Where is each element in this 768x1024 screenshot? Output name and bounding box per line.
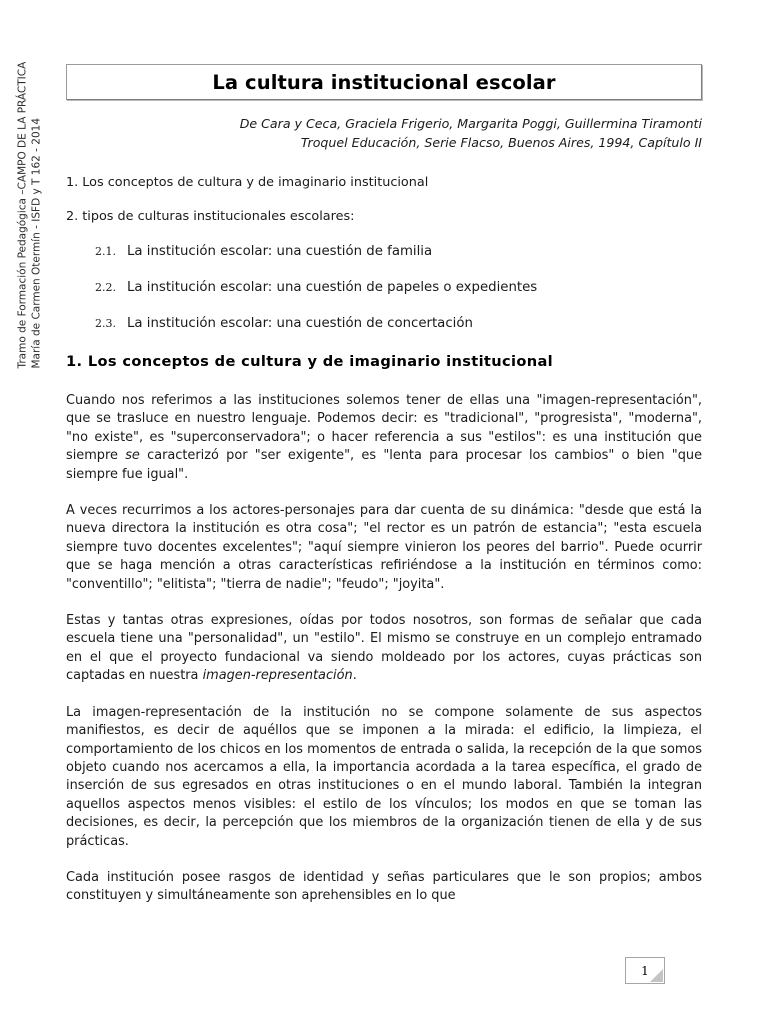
toc-item-1: 1. Los conceptos de cultura y de imaginario institucional bbox=[66, 175, 429, 190]
citation-line-2: Troquel Educación, Serie Flacso, Buenos Aires, 1994, Capítulo II bbox=[300, 135, 702, 150]
page-title: La cultura institucional escolar bbox=[212, 70, 556, 94]
body-paragraph-3 bbox=[66, 612, 702, 686]
document-page bbox=[66, 0, 702, 1024]
toc-subitem-label: La institución escolar: una cuestión de papeles o expedientes bbox=[127, 280, 538, 295]
paragraph-3-emphasis: imagen-representación bbox=[202, 668, 353, 684]
body-paragraph-4: La imagen-representación de la institución no se compone solamente de sus aspectos manifiestos, es decir de aquéllos que se imponen a la mirada: el edificio, la limpieza, el comportamiento de los chicos en los momentos de entrada o salida, la recepción de la que somos objeto cuando nos acercamos a ella, la importancia acordada a la tarea específica, el grado de inserción de sus egresados en otras instituciones o en el mundo laboral. También la integran aquellos aspectos menos visibles: el estilo de los vínculos; los modos en que se toman las decisiones, es decir, la percepción que los miembros de la organización tienen de ella y de sus prácticas. bbox=[66, 704, 702, 849]
paragraph-1-emphasis: se bbox=[125, 448, 140, 464]
vertical-header-stamp bbox=[0, 0, 60, 1024]
page-number-value: 1 bbox=[641, 963, 649, 978]
toc-subitem-label: La institución escolar: una cuestión de familia bbox=[127, 244, 433, 259]
citation-line-1: De Cara y Ceca, Graciela Frigerio, Margarita Poggi, Guillermina Tiramonti bbox=[239, 116, 702, 131]
toc-subitem-2-3 bbox=[66, 314, 702, 333]
page-number-badge bbox=[625, 957, 665, 984]
paragraph-1-text-a: Cuando nos referimos a las instituciones solemos tener de ellas una "imagen-representación", que se trasluce en nuestro lenguaje. Podemos decir: es "tradicional", "progresista", "moderna", "no existe", es "superconservadora"; o hacer referencia a sus "estilos": es una institución que siempre bbox=[66, 393, 702, 464]
page-corner-fold-icon bbox=[650, 969, 663, 982]
toc-subitem-number: 2.1. bbox=[95, 245, 116, 258]
paragraph-1-text-b: caracterizó por "ser exigente", es "lenta para procesar los cambios" o bien "que siempre fue igual". bbox=[66, 448, 703, 482]
toc-subitem-label: La institución escolar: una cuestión de concertación bbox=[127, 316, 473, 331]
body-paragraph-2: A veces recurrimos a los actores-personajes para dar cuenta de su dinámica: "desde que está la nueva directora la institución es otra cosa"; "el rector es un patrón de estancia"; "esta escuela siempre tuvo docentes excelentes"; "aquí siempre vinieron los peores del barrio". Puede ocurrir que se haga mención a otras características refiriéndose a la institución en términos como: "conventillo"; "elitista"; "tierra de nadie"; "feudo"; "joyita". bbox=[66, 503, 702, 592]
citation-block bbox=[66, 114, 702, 152]
toc-item-2: 2. tipos de culturas institucionales escolares: bbox=[66, 209, 355, 224]
section-heading-1: 1. Los conceptos de cultura y de imaginario institucional bbox=[66, 353, 554, 370]
table-of-contents bbox=[66, 174, 702, 333]
body-paragraph-1 bbox=[66, 392, 702, 484]
toc-subitem-number: 2.3. bbox=[95, 317, 116, 330]
toc-subitem-2-2 bbox=[66, 278, 702, 297]
toc-subitem-2-1 bbox=[66, 242, 702, 261]
vertical-header-line-2: María de Carmen Otermín - ISFD y T 162 - 2014 bbox=[30, 117, 42, 369]
toc-subitem-number: 2.2. bbox=[95, 281, 116, 294]
vertical-header-line-1: Tramo de Formación Pedagógica –CAMPO DE LA PRÁCTICA bbox=[16, 61, 29, 369]
vertical-header-text bbox=[17, 9, 44, 369]
paragraph-3-text-a: Estas y tantas otras expresiones, oídas por todos nosotros, son formas de señalar que cada escuela tiene una "personalidad", un "estilo". El mismo se construye en un complejo entramado en el que el proyecto fundacional va siendo moldeado por los actores, cuyas prácticas son captadas en nuestra bbox=[66, 613, 702, 684]
document-title-box bbox=[66, 64, 702, 100]
paragraph-3-text-b: . bbox=[352, 668, 357, 684]
body-paragraph-5: Cada institución posee rasgos de identidad y señas particulares que le son propios; ambos constituyen y simultáneamente son aprehensibles en lo que bbox=[66, 869, 702, 904]
